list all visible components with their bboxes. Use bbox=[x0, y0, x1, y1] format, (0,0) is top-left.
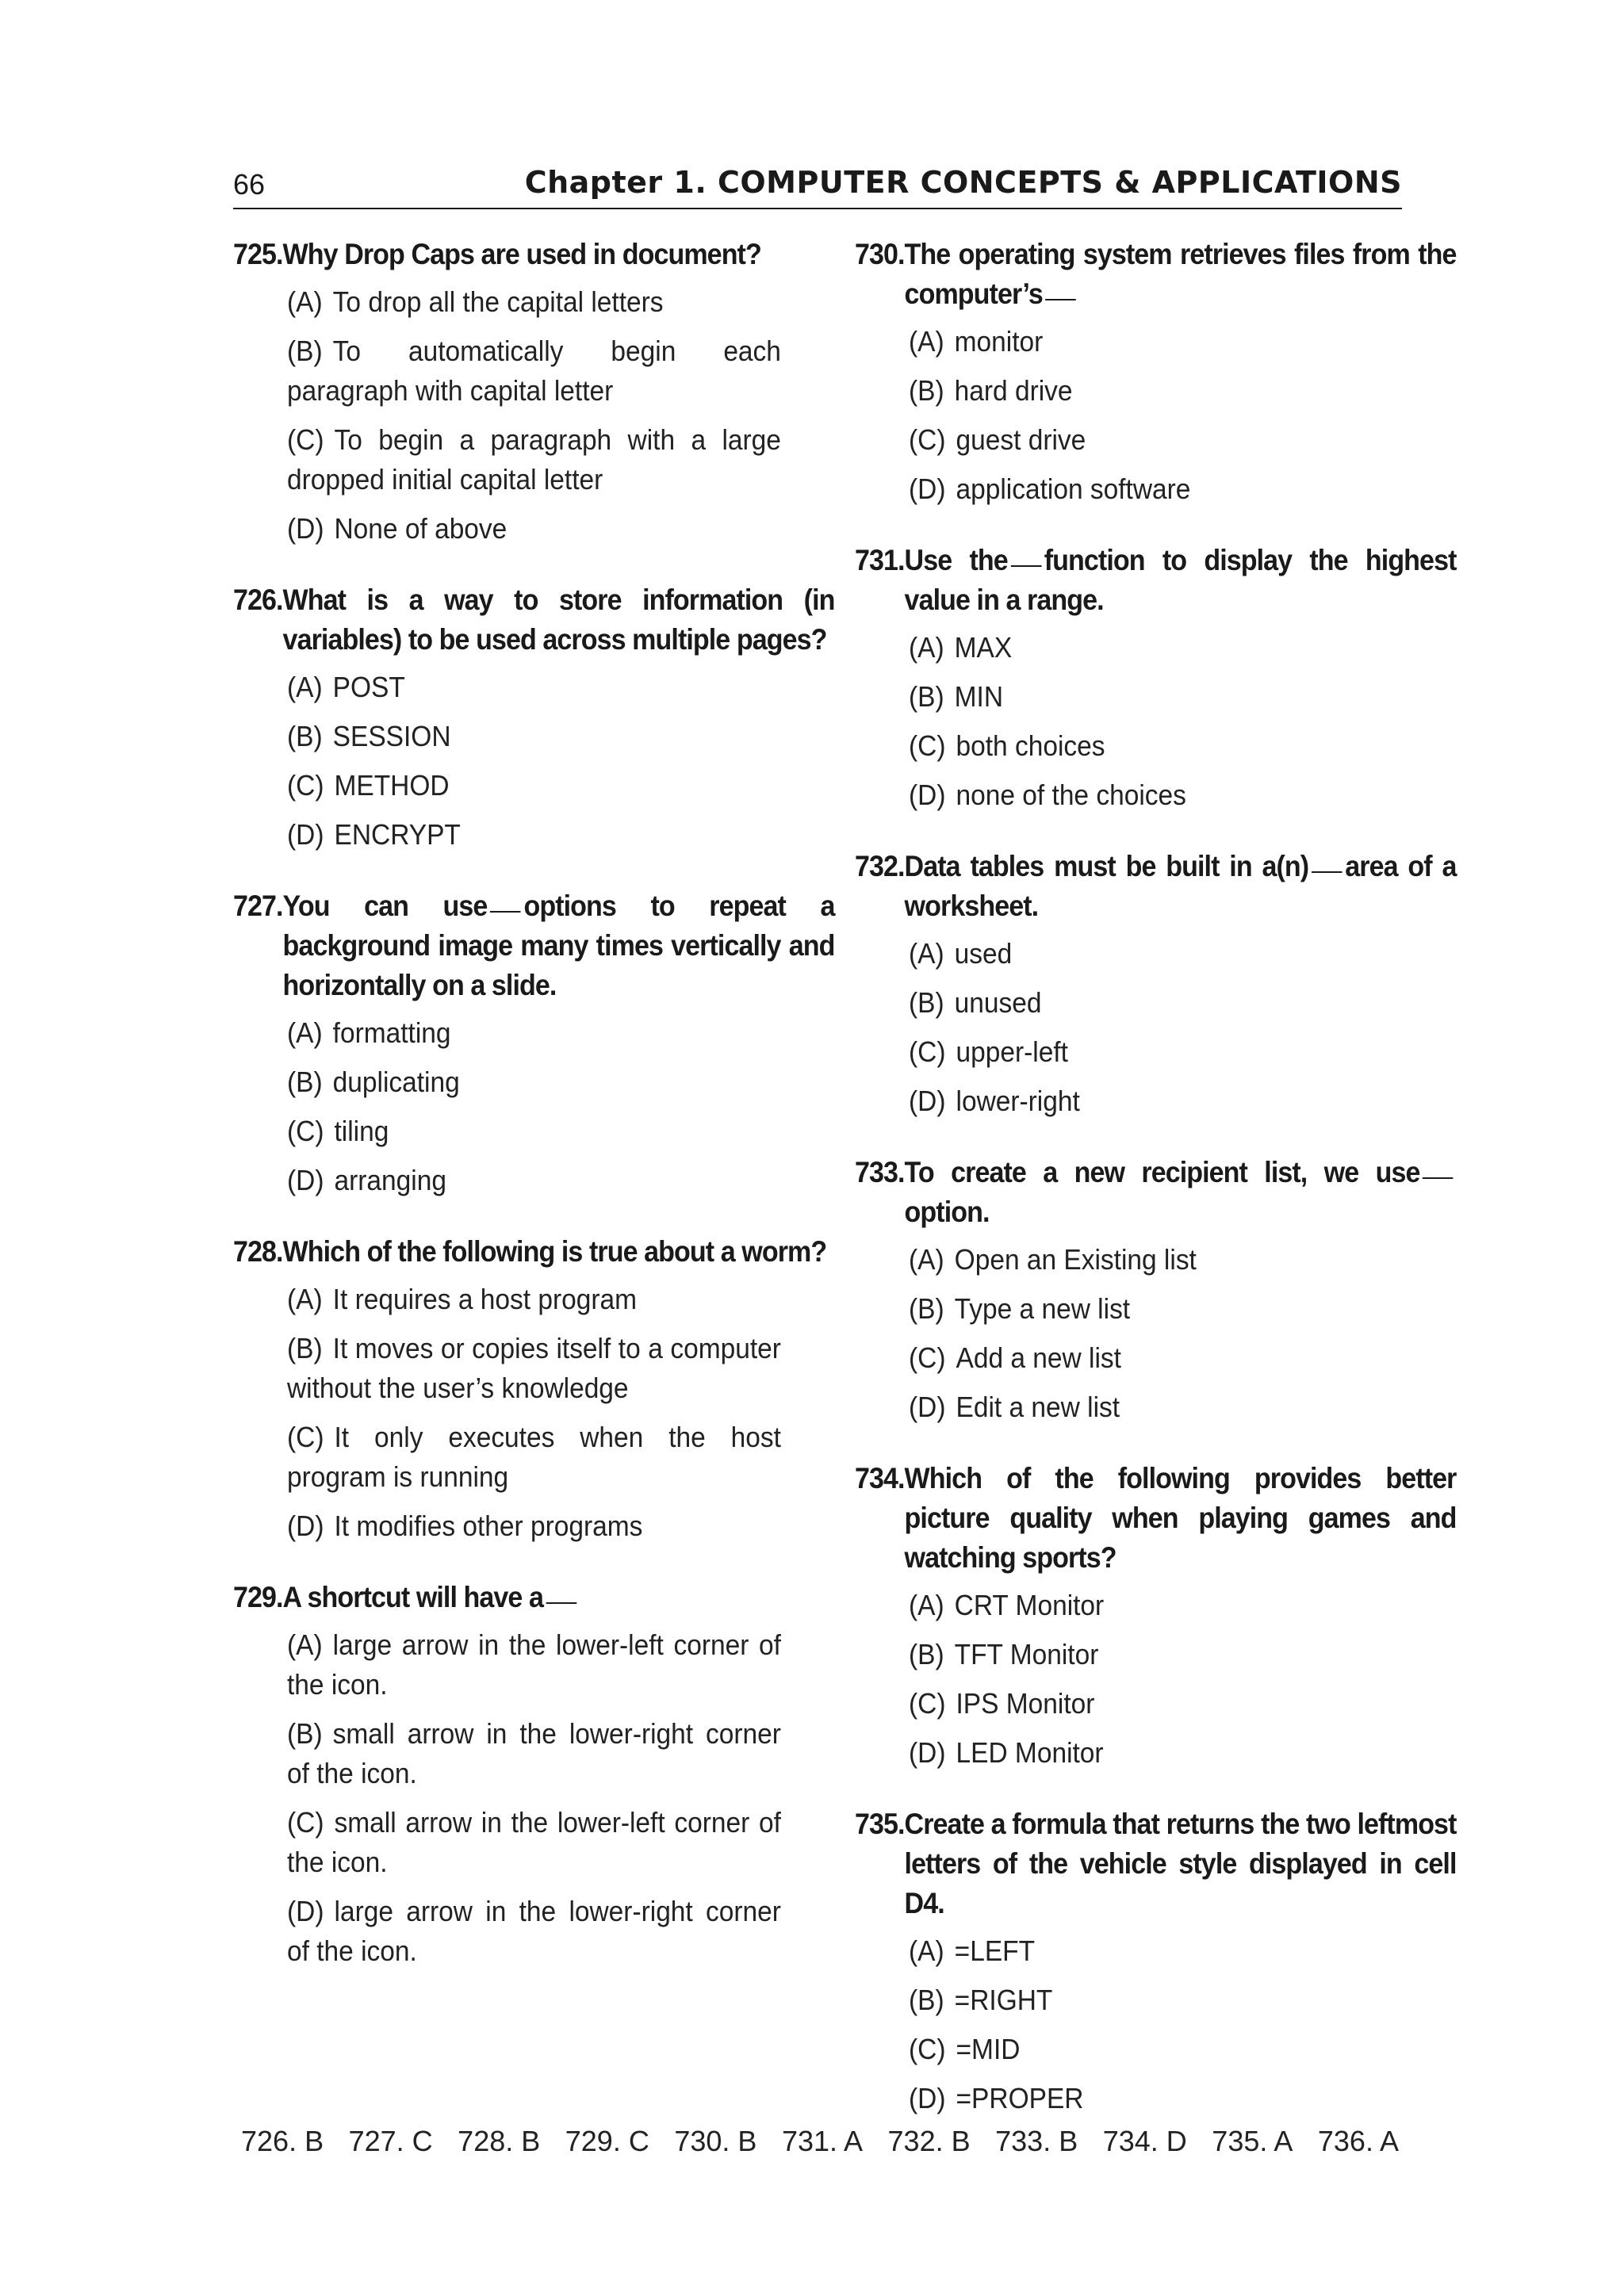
option-text: monitor bbox=[954, 325, 1044, 358]
option-text: =PROPER bbox=[956, 2082, 1084, 2114]
option-item bbox=[287, 815, 781, 855]
question-stem bbox=[855, 1804, 1456, 1923]
option-letter: (B) bbox=[909, 374, 944, 407]
option-text: METHOD bbox=[334, 769, 450, 802]
option-item bbox=[287, 420, 781, 499]
option-text: used bbox=[954, 937, 1013, 970]
option-text: MAX bbox=[954, 631, 1013, 664]
question-stem bbox=[855, 1153, 1456, 1232]
option-letter: (C) bbox=[909, 1341, 946, 1374]
option-item bbox=[287, 1625, 781, 1705]
options-list bbox=[855, 934, 1405, 1121]
option-letter: (A) bbox=[287, 1283, 323, 1315]
option-letter: (B) bbox=[909, 680, 944, 713]
option-item bbox=[287, 1329, 781, 1408]
question-text: What is a way to store information (in variables) to be used across multiple pages? bbox=[282, 584, 835, 656]
option-item bbox=[909, 2030, 1403, 2069]
option-item bbox=[909, 1387, 1403, 1427]
question-item bbox=[855, 1459, 1457, 1773]
option-text: hard drive bbox=[954, 374, 1073, 407]
question-number: 735. bbox=[855, 1808, 905, 1840]
option-letter: (A) bbox=[909, 937, 944, 970]
option-letter: (D) bbox=[909, 1736, 946, 1769]
option-text: TFT Monitor bbox=[954, 1638, 1099, 1670]
option-item bbox=[287, 1112, 781, 1151]
answer-key-item: 733. B bbox=[995, 2125, 1078, 2157]
option-text: large arrow in the lower-right corner of the icon. bbox=[287, 1895, 781, 1967]
option-letter: (B) bbox=[909, 986, 944, 1019]
options-list bbox=[855, 1931, 1405, 2118]
option-item bbox=[909, 1081, 1403, 1121]
question-text: Why Drop Caps are used in document? bbox=[282, 238, 761, 270]
option-text: Edit a new list bbox=[956, 1391, 1120, 1423]
option-text: SESSION bbox=[332, 720, 451, 752]
option-text: tiling bbox=[334, 1115, 389, 1147]
fill-in-blank bbox=[1046, 297, 1077, 300]
question-stem bbox=[855, 541, 1456, 620]
option-letter: (A) bbox=[909, 1589, 944, 1621]
option-letter: (D) bbox=[909, 2082, 946, 2114]
question-stem bbox=[233, 886, 834, 1005]
question-text: To create a new recipient list, we use bbox=[904, 1156, 1420, 1188]
option-text: =RIGHT bbox=[954, 1984, 1053, 2016]
option-item bbox=[909, 1980, 1403, 2020]
option-text: IPS Monitor bbox=[956, 1687, 1095, 1720]
option-item bbox=[909, 420, 1403, 460]
question-number: 730. bbox=[855, 238, 905, 270]
question-stem bbox=[233, 1578, 834, 1617]
question-stem bbox=[855, 235, 1456, 314]
fill-in-blank bbox=[490, 909, 521, 913]
option-text: It only executes when the host program is running bbox=[287, 1421, 781, 1493]
question-stem bbox=[855, 1459, 1456, 1578]
option-item bbox=[909, 371, 1403, 411]
option-item bbox=[909, 1733, 1403, 1773]
option-item bbox=[287, 1506, 781, 1546]
option-item bbox=[287, 1280, 781, 1319]
option-item bbox=[909, 934, 1403, 974]
question-number: 729. bbox=[233, 1581, 283, 1613]
option-item bbox=[909, 983, 1403, 1023]
option-letter: (D) bbox=[287, 1895, 324, 1927]
question-number: 725. bbox=[233, 238, 283, 270]
option-item bbox=[287, 331, 781, 411]
question-text: option. bbox=[904, 1196, 990, 1228]
option-text: Type a new list bbox=[954, 1292, 1131, 1325]
option-letter: (B) bbox=[909, 1984, 944, 2016]
option-item bbox=[909, 1684, 1403, 1724]
option-item bbox=[909, 1240, 1403, 1280]
option-letter: (C) bbox=[909, 2033, 946, 2065]
question-number: 728. bbox=[233, 1235, 283, 1268]
option-letter: (C) bbox=[287, 1806, 324, 1839]
option-text: MIN bbox=[954, 680, 1004, 713]
option-letter: (D) bbox=[909, 779, 946, 811]
question-stem bbox=[233, 235, 834, 274]
option-text: To drop all the capital letters bbox=[332, 285, 664, 318]
option-letter: (C) bbox=[287, 769, 324, 802]
question-item bbox=[855, 847, 1457, 1121]
option-letter: (D) bbox=[909, 473, 946, 505]
option-text: lower-right bbox=[956, 1085, 1080, 1117]
option-text: formatting bbox=[332, 1016, 451, 1049]
option-text: both choices bbox=[956, 729, 1105, 762]
option-letter: (B) bbox=[909, 1638, 944, 1670]
option-text: It moves or copies itself to a computer without the user’s knowledge bbox=[287, 1332, 781, 1404]
options-list bbox=[233, 1625, 783, 1971]
option-letter: (D) bbox=[909, 1085, 946, 1117]
option-letter: (D) bbox=[287, 1164, 324, 1196]
question-text: function to display the highest value in a range. bbox=[904, 544, 1457, 616]
option-text: none of the choices bbox=[956, 779, 1186, 811]
option-text: It modifies other programs bbox=[334, 1510, 643, 1542]
question-text: The operating system retrieves files from the computer’s bbox=[904, 238, 1457, 310]
question-number: 731. bbox=[855, 544, 905, 576]
question-text: You can use bbox=[282, 890, 488, 922]
option-text: small arrow in the lower-right corner of the icon. bbox=[287, 1717, 781, 1789]
question-stem bbox=[855, 847, 1456, 926]
option-item bbox=[909, 2079, 1403, 2118]
option-text: small arrow in the lower-left corner of the icon. bbox=[287, 1806, 781, 1878]
option-item bbox=[909, 1635, 1403, 1674]
option-letter: (B) bbox=[287, 1717, 323, 1750]
option-letter: (D) bbox=[909, 1391, 946, 1423]
option-letter: (C) bbox=[909, 1687, 946, 1720]
answer-key-item: 732. B bbox=[887, 2125, 971, 2157]
option-letter: (A) bbox=[909, 1243, 944, 1276]
option-letter: (C) bbox=[287, 1115, 324, 1147]
question-number: 734. bbox=[855, 1462, 905, 1494]
question-text: Create a formula that returns the two leftmost letters of the vehicle style displayed in cell D4. bbox=[904, 1808, 1457, 1919]
question-item bbox=[855, 1804, 1457, 2118]
option-item bbox=[287, 282, 781, 322]
option-text: ENCRYPT bbox=[334, 818, 461, 851]
question-item bbox=[855, 541, 1457, 815]
question-item bbox=[233, 580, 835, 855]
option-item bbox=[909, 726, 1403, 766]
option-item bbox=[287, 1418, 781, 1497]
option-item bbox=[287, 717, 781, 756]
option-text: Open an Existing list bbox=[954, 1243, 1197, 1276]
question-item bbox=[233, 1232, 827, 1546]
option-letter: (A) bbox=[287, 285, 323, 318]
question-number: 726. bbox=[233, 584, 283, 616]
option-item bbox=[287, 1062, 781, 1102]
page-number: 66 bbox=[233, 168, 266, 201]
option-item bbox=[287, 1892, 781, 1971]
answer-key-item: 730. B bbox=[674, 2125, 757, 2157]
option-text: It requires a host program bbox=[332, 1283, 638, 1315]
option-text: To begin a paragraph with a large dropped initial capital letter bbox=[287, 423, 781, 496]
right-column bbox=[855, 235, 1457, 2150]
option-item bbox=[909, 775, 1403, 815]
option-letter: (D) bbox=[287, 818, 324, 851]
question-text: Which of the following is true about a worm? bbox=[282, 1235, 827, 1268]
option-letter: (C) bbox=[909, 1035, 946, 1068]
option-letter: (B) bbox=[287, 1066, 323, 1098]
chapter-title: Chapter 1. COMPUTER CONCEPTS & APPLICATIONS bbox=[524, 165, 1402, 200]
options-list bbox=[233, 1013, 783, 1200]
fill-in-blank bbox=[1423, 1176, 1454, 1179]
question-number: 733. bbox=[855, 1156, 905, 1188]
option-text: guest drive bbox=[956, 423, 1086, 456]
option-text: LED Monitor bbox=[956, 1736, 1104, 1769]
option-letter: (A) bbox=[287, 1016, 323, 1049]
option-letter: (A) bbox=[909, 325, 944, 358]
option-letter: (D) bbox=[287, 1510, 324, 1542]
option-text: upper-left bbox=[956, 1035, 1068, 1068]
option-letter: (C) bbox=[287, 423, 324, 456]
question-text: Data tables must be built in a(n) bbox=[904, 850, 1309, 882]
answer-key-item: 736. A bbox=[1317, 2125, 1399, 2157]
option-letter: (B) bbox=[287, 1332, 323, 1364]
options-list bbox=[233, 1280, 783, 1546]
question-text: area of a worksheet. bbox=[904, 850, 1457, 922]
answer-key bbox=[241, 2125, 1399, 2158]
option-letter: (D) bbox=[287, 512, 324, 545]
option-letter: (B) bbox=[287, 720, 323, 752]
question-item bbox=[233, 1578, 783, 1971]
option-item bbox=[909, 1931, 1403, 1971]
option-item bbox=[909, 1032, 1403, 1072]
left-column bbox=[233, 235, 835, 2003]
option-item bbox=[287, 1714, 781, 1793]
option-item bbox=[909, 677, 1403, 717]
options-list bbox=[855, 322, 1405, 509]
option-letter: (A) bbox=[909, 1934, 944, 1967]
answer-key-item: 728. B bbox=[458, 2125, 541, 2157]
question-stem bbox=[233, 580, 834, 660]
option-letter: (A) bbox=[287, 671, 323, 703]
option-letter: (B) bbox=[287, 335, 323, 367]
option-text: None of above bbox=[334, 512, 508, 545]
options-list bbox=[855, 1240, 1405, 1427]
question-text: A shortcut will have a bbox=[282, 1581, 543, 1613]
question-stem bbox=[233, 1232, 834, 1272]
question-text: Which of the following provides better picture quality when playing games and watching sports? bbox=[904, 1462, 1457, 1574]
option-text: duplicating bbox=[332, 1066, 460, 1098]
question-text: Use the bbox=[904, 544, 1008, 576]
question-item bbox=[233, 886, 835, 1200]
question-number: 727. bbox=[233, 890, 283, 922]
option-letter: (C) bbox=[909, 423, 946, 456]
option-text: =LEFT bbox=[954, 1934, 1036, 1967]
option-text: unused bbox=[954, 986, 1042, 1019]
question-text: options to repeat a background image many times vertically and horizontally on a slide. bbox=[282, 890, 835, 1001]
option-item bbox=[909, 1289, 1403, 1329]
option-item bbox=[287, 1161, 781, 1200]
answer-key-item: 735. A bbox=[1212, 2125, 1293, 2157]
fill-in-blank bbox=[546, 1601, 577, 1604]
question-item bbox=[855, 1153, 1420, 1427]
options-list bbox=[855, 1586, 1405, 1773]
option-item bbox=[909, 1338, 1403, 1378]
option-text: arranging bbox=[334, 1164, 446, 1196]
options-list bbox=[233, 668, 783, 855]
option-item bbox=[287, 1013, 781, 1053]
option-item bbox=[909, 1586, 1403, 1625]
option-letter: (A) bbox=[909, 631, 944, 664]
question-item bbox=[233, 235, 783, 549]
option-letter: (C) bbox=[287, 1421, 324, 1453]
options-list bbox=[233, 282, 783, 549]
option-text: CRT Monitor bbox=[954, 1589, 1105, 1621]
answer-key-item: 727. C bbox=[348, 2125, 433, 2157]
question-item bbox=[855, 235, 1457, 509]
option-text: application software bbox=[956, 473, 1191, 505]
fill-in-blank bbox=[1010, 564, 1041, 567]
question-number: 732. bbox=[855, 850, 905, 882]
option-item bbox=[909, 469, 1403, 509]
option-letter: (A) bbox=[287, 1628, 323, 1661]
option-letter: (C) bbox=[909, 729, 946, 762]
option-letter: (B) bbox=[909, 1292, 944, 1325]
answer-key-item: 726. B bbox=[241, 2125, 324, 2157]
answer-key-item: 734. D bbox=[1102, 2125, 1187, 2157]
options-list bbox=[855, 628, 1405, 815]
option-item bbox=[287, 668, 781, 707]
fill-in-blank bbox=[1312, 870, 1342, 873]
option-item bbox=[909, 628, 1403, 668]
option-item bbox=[287, 509, 781, 549]
option-item bbox=[909, 322, 1403, 362]
option-text: large arrow in the lower-left corner of the icon. bbox=[287, 1628, 781, 1701]
answer-key-item: 731. A bbox=[781, 2125, 864, 2157]
option-item bbox=[287, 1803, 781, 1882]
page-header bbox=[233, 162, 1402, 209]
option-text: POST bbox=[332, 671, 405, 703]
option-text: To automatically begin each paragraph with capital letter bbox=[287, 335, 781, 407]
option-text: Add a new list bbox=[956, 1341, 1121, 1374]
answer-key-item: 729. C bbox=[565, 2125, 649, 2157]
option-text: =MID bbox=[956, 2033, 1021, 2065]
option-item bbox=[287, 766, 781, 806]
